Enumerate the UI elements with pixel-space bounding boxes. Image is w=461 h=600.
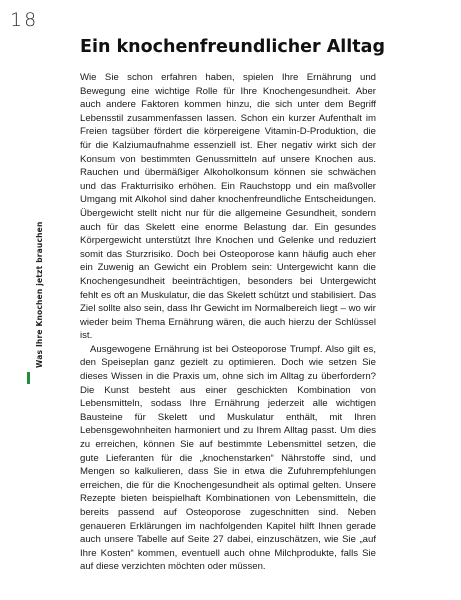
article-paragraph-1: Wie Sie schon erfahren haben, spielen Ihre Ernährung und Bewegung eine wichtige Rolle für Ihre Knochengesundheit. Aber auch andere Faktoren kommen hinzu, die sich unter dem Begriff Lebensstil zusammenfassen lassen. Schon ein kurzer Aufenthalt im Freien tagsüber fördert die körpereigene Vitamin-D-Produktion, die für die Kalziumaufnahme essenziell ist. Eher negativ wirkt sich der Konsum von bestimmten Genussmitteln auf unsere Knochen aus. Rauchen und übermäßiger Alkoholkonsum können sie schwächen und das Frakturrisiko erhöhen. Ein Rauchstopp und ein maßvoller Umgang mit Alkohol sind daher knochenfreundliche Entscheidungen. Übergewicht stellt nicht nur für die allgemeine Gesundheit, sondern auch für das Skelett eine enorme Belastung dar. Ein gesundes Körpergewicht unterstützt Ihre Knochen und Gelenke und reduziert somit das Sturzrisiko. Doch bei Osteoporose kann häufig auch eher ein Zuwenig an Gewicht ein Problem sein: Untergewicht kann die Knochengesundheit beeinträchtigen, besonders bei Untergewicht fehlt es oft an Muskulatur, die das Skelett schützt und stabilisiert. Das Ziel sollte also sein, dass Ihr Gewicht im Normalbereich liegt – wo wir wieder beim Thema Ernährung wären, die auch hierzu der Schlüssel ist.: [80, 72, 376, 342]
article-paragraph-2: Ausgewogene Ernährung ist bei Osteoporose Trumpf. Also gilt es, den Speiseplan ganz gezielt zu optimieren. Doch wie setzen Sie dieses Wissen in die Praxis um, ohne sich im Alltag zu überfordern? Die Kunst besteht aus einer geschickten Kombination von Lebensmitteln, sodass Ihre Ernährung jederzeit alle wichtigen Bausteine für Skelett und Muskulatur enthält, mit Ihren Lebensgewohnheiten harmoniert und zu Ihrem Alltag passt. Um dies zu erreichen, können Sie auf bestimmte Lebensmittel setzen, die gute Lieferanten für die „knochenstarken“ Nährstoffe sind, und Mengen so kalkulieren, dass Sie in etwa die Zufuhrempfehlungen erreichen, die für die Knochengesundheit als optimal gelten. Unsere Rezepte bieten beispielhaft Kombinationen von Lebensmitteln, die bereits passend auf Osteoporose zugeschnitten sind. Neben genaueren Erklärungen im nachfolgenden Kapitel hilft Ihnen gerade auch unsere Tabelle auf Seite 27 dabei, einzuschätzen, wie Sie „auf Ihre Kosten“ kommen, eventuell auch ohne Milchprodukte, falls Sie auf diese verzichten möchten oder müssen.: [80, 343, 376, 573]
article-title: Ein knochenfreundlicher Alltag: [80, 37, 386, 57]
section-sidebar: [0, 0, 44, 600]
section-label: Was Ihre Knochen jetzt brauchen: [35, 221, 44, 368]
page-number: 18: [10, 9, 39, 31]
section-accent-marker: [27, 372, 30, 384]
article: [80, 36, 386, 574]
